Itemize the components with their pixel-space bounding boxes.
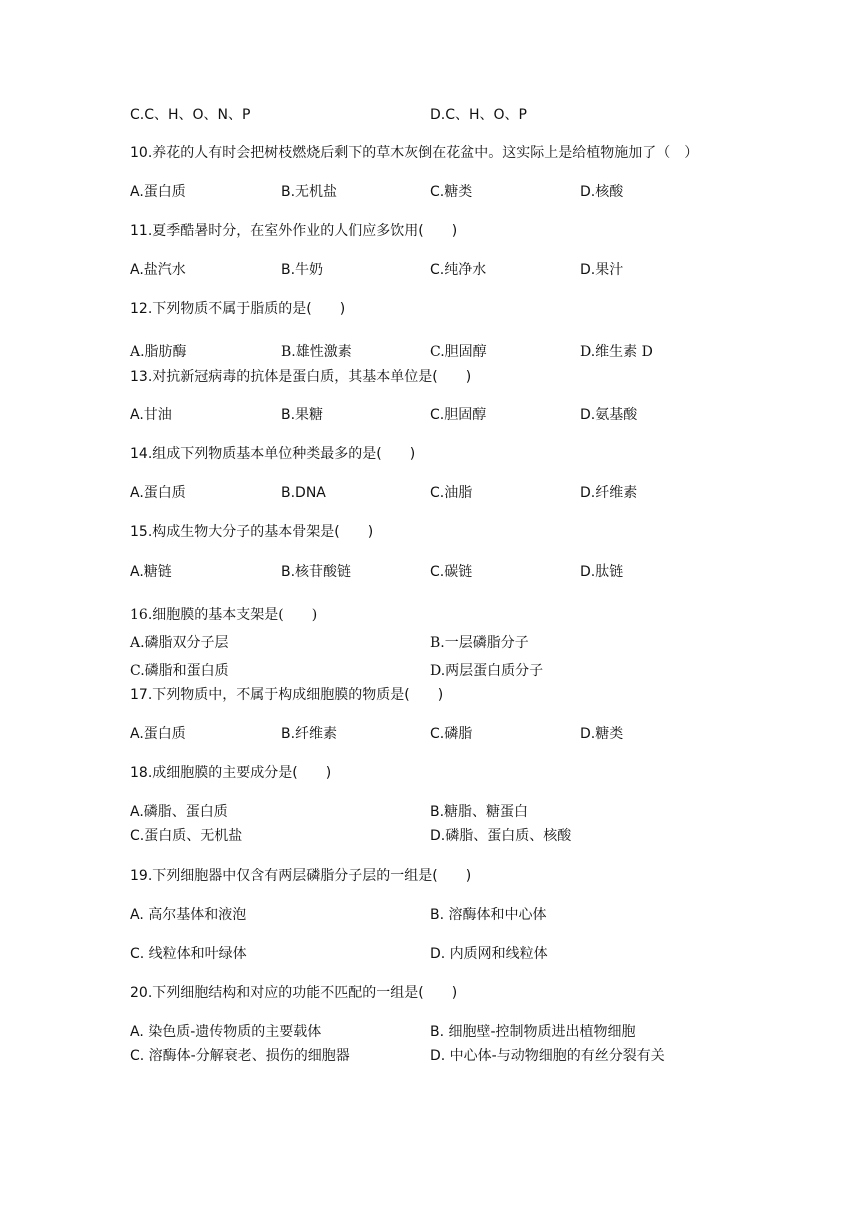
question-18-option-c[interactable]: C.蛋白质、无机盐: [130, 828, 243, 844]
question-20-option-b[interactable]: B. 细胞壁-控制物质进出植物细胞: [430, 1024, 636, 1040]
question-15-option-c[interactable]: C.碳链: [430, 564, 473, 580]
question-16-option-a[interactable]: A.磷脂双分子层: [130, 635, 229, 651]
question-19-option-b[interactable]: B. 溶酶体和中心体: [430, 907, 547, 923]
question-12-option-b[interactable]: B.雄性激素: [281, 344, 352, 360]
question-11-option-b[interactable]: B.牛奶: [281, 262, 324, 278]
question-18-stem: 18.成细胞膜的主要成分是( ): [130, 765, 332, 781]
question-16-stem: 16.细胞膜的基本支架是( ): [130, 607, 318, 623]
question-13-option-d[interactable]: D.氨基酸: [580, 407, 638, 423]
question-15-stem: 15.构成生物大分子的基本骨架是( ): [130, 524, 374, 540]
question-17-option-c[interactable]: C.磷脂: [430, 726, 473, 742]
question-10-option-c[interactable]: C.糖类: [430, 184, 473, 200]
question-15-option-d[interactable]: D.肽链: [580, 564, 624, 580]
question-18-option-b[interactable]: B.糖脂、糖蛋白: [430, 804, 529, 820]
question-14-stem: 14.组成下列物质基本单位种类最多的是( ): [130, 446, 416, 462]
question-18-option-a[interactable]: A.磷脂、蛋白质: [130, 804, 228, 820]
question-11-option-a[interactable]: A.盐汽水: [130, 262, 186, 278]
question-10-option-a[interactable]: A.蛋白质: [130, 184, 186, 200]
question-19-option-c[interactable]: C. 线粒体和叶绿体: [130, 946, 247, 962]
question-14-option-d[interactable]: D.纤维素: [580, 485, 638, 501]
question-13-option-b[interactable]: B.果糖: [281, 407, 324, 423]
question-14-option-c[interactable]: C.油脂: [430, 485, 473, 501]
question-17-option-a[interactable]: A.蛋白质: [130, 726, 186, 742]
question-13-option-a[interactable]: A.甘油: [130, 407, 172, 423]
question-10-stem: 10.养花的人有时会把树枝燃烧后剩下的草木灰倒在花盆中。这实际上是给植物施加了（ ）: [130, 145, 699, 161]
question-11-option-c[interactable]: C.纯净水: [430, 262, 487, 278]
question-10-option-b[interactable]: B.无机盐: [281, 184, 338, 200]
question-11-option-d[interactable]: D.果汁: [580, 262, 624, 278]
question-15-option-b[interactable]: B.核苷酸链: [281, 564, 352, 580]
question-19-stem: 19.下列细胞器中仅含有两层磷脂分子层的一组是( ): [130, 868, 472, 884]
question-17-option-d[interactable]: D.糖类: [580, 726, 624, 742]
option-d[interactable]: D.C、H、O、P: [430, 107, 527, 123]
question-18-option-d[interactable]: D.磷脂、蛋白质、核酸: [430, 828, 572, 844]
question-12-option-c[interactable]: C.胆固醇: [430, 344, 487, 360]
question-12-stem: 12.下列物质不属于脂质的是( ): [130, 301, 346, 317]
question-16-option-c[interactable]: C.磷脂和蛋白质: [130, 663, 229, 679]
question-16-option-b[interactable]: B.一层磷脂分子: [430, 635, 529, 651]
question-20-option-d[interactable]: D. 中心体-与动物细胞的有丝分裂有关: [430, 1048, 665, 1064]
question-20-option-a[interactable]: A. 染色质-遗传物质的主要载体: [130, 1024, 322, 1040]
question-16-option-d[interactable]: D.两层蛋白质分子: [430, 663, 544, 679]
question-12-option-d[interactable]: D.维生素 D: [580, 344, 653, 360]
question-10-option-d[interactable]: D.核酸: [580, 184, 624, 200]
question-15-option-a[interactable]: A.糖链: [130, 564, 172, 580]
question-13-option-c[interactable]: C.胆固醇: [430, 407, 487, 423]
question-14-option-b[interactable]: B.DNA: [281, 485, 326, 501]
option-c[interactable]: C.C、H、O、N、P: [130, 107, 251, 123]
question-11-stem: 11.夏季酷暑时分，在室外作业的人们应多饮用( ): [130, 223, 458, 239]
question-12-option-a[interactable]: A.脂肪酶: [130, 344, 187, 360]
question-17-option-b[interactable]: B.纤维素: [281, 726, 338, 742]
question-19-option-a[interactable]: A. 高尔基体和液泡: [130, 907, 247, 923]
question-19-option-d[interactable]: D. 内质网和线粒体: [430, 946, 548, 962]
question-20-stem: 20.下列细胞结构和对应的功能不匹配的一组是( ): [130, 985, 458, 1001]
question-17-stem: 17.下列物质中，不属于构成细胞膜的物质是( ): [130, 687, 444, 703]
question-13-stem: 13.对抗新冠病毒的抗体是蛋白质，其基本单位是( ): [130, 369, 472, 385]
question-20-option-c[interactable]: C. 溶酶体-分解衰老、损伤的细胞器: [130, 1048, 350, 1064]
question-14-option-a[interactable]: A.蛋白质: [130, 485, 186, 501]
